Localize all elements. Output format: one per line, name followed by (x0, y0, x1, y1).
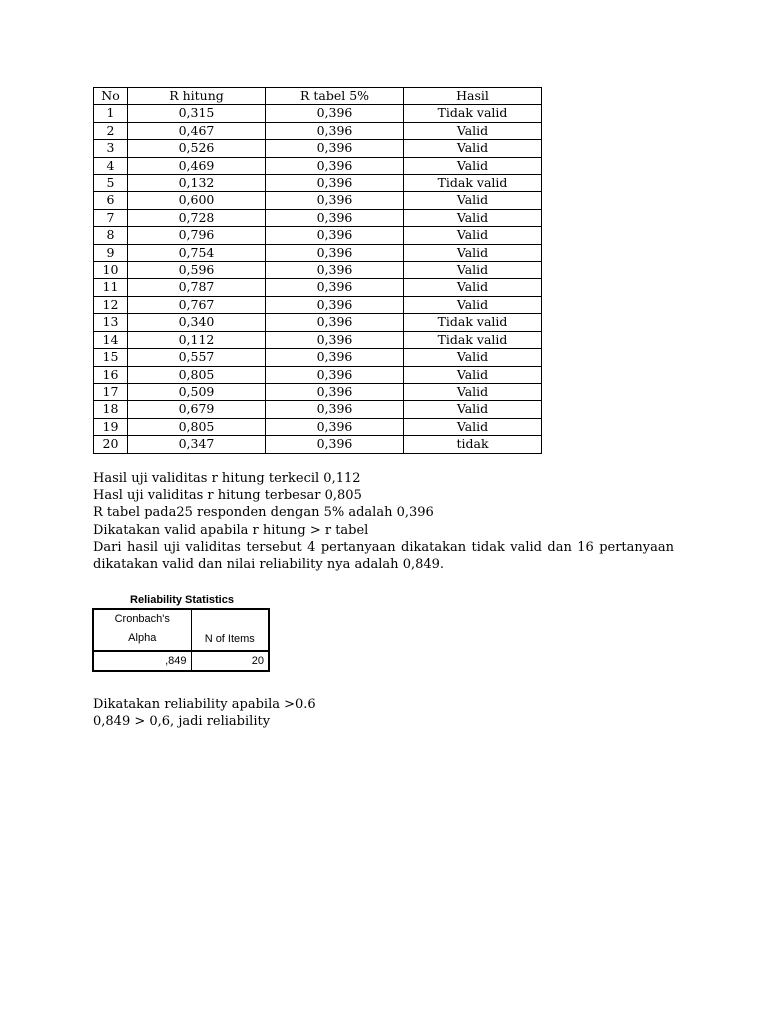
analysis-line-rtabel: R tabel pada25 responden dengan 5% adalah 0,396 (93, 505, 434, 521)
cell-no: 11 (94, 279, 128, 296)
cell-hasil: Valid (404, 279, 542, 296)
cell-r-tabel: 0,396 (266, 262, 404, 279)
table-row (94, 105, 542, 122)
cell-r-hitung: 0,679 (128, 401, 266, 418)
table-row (94, 314, 542, 331)
cell-hasil: Tidak valid (404, 105, 542, 122)
cell-no: 1 (94, 105, 128, 122)
cell-r-tabel: 0,396 (266, 296, 404, 313)
cell-hasil: Valid (404, 418, 542, 435)
table-row (94, 244, 542, 261)
table-row (94, 157, 542, 174)
cell-hasil: Valid (404, 262, 542, 279)
cell-hasil: Valid (404, 244, 542, 261)
cell-r-hitung: 0,596 (128, 262, 266, 279)
table-row (94, 175, 542, 192)
cell-r-tabel: 0,396 (266, 279, 404, 296)
header-hasil: Hasil (404, 88, 542, 105)
cell-hasil: Tidak valid (404, 331, 542, 348)
cell-hasil: Valid (404, 366, 542, 383)
cell-r-tabel: 0,396 (266, 175, 404, 192)
validity-table (93, 87, 542, 454)
table-row (94, 383, 542, 400)
cell-no: 17 (94, 383, 128, 400)
cell-no: 4 (94, 157, 128, 174)
cell-r-tabel: 0,396 (266, 331, 404, 348)
cell-hasil: Valid (404, 192, 542, 209)
cell-no: 12 (94, 296, 128, 313)
cell-r-hitung: 0,754 (128, 244, 266, 261)
cell-no: 18 (94, 401, 128, 418)
cell-hasil: Tidak valid (404, 175, 542, 192)
cell-r-tabel: 0,396 (266, 436, 404, 453)
cell-hasil: Valid (404, 227, 542, 244)
cell-r-tabel: 0,396 (266, 314, 404, 331)
cell-r-tabel: 0,396 (266, 366, 404, 383)
cell-no: 15 (94, 349, 128, 366)
header-cronbach-alpha (93, 609, 191, 651)
reliability-header-row (93, 609, 269, 651)
cell-r-hitung: 0,315 (128, 105, 266, 122)
header-cronbach-line2: Alpha (128, 632, 157, 644)
cell-no: 20 (94, 436, 128, 453)
cell-no: 16 (94, 366, 128, 383)
table-row (94, 279, 542, 296)
cell-r-hitung: 0,787 (128, 279, 266, 296)
cell-r-tabel: 0,396 (266, 418, 404, 435)
cell-no: 3 (94, 140, 128, 157)
n-items-value: 20 (191, 651, 269, 671)
cell-r-tabel: 0,396 (266, 209, 404, 226)
cell-no: 5 (94, 175, 128, 192)
table-row (94, 192, 542, 209)
table-row (94, 262, 542, 279)
header-r-hitung: R hitung (128, 88, 266, 105)
cell-no: 9 (94, 244, 128, 261)
cell-r-tabel: 0,396 (266, 105, 404, 122)
cell-r-hitung: 0,526 (128, 140, 266, 157)
table-row (94, 418, 542, 435)
table-row (94, 227, 542, 244)
reliability-value-row (93, 651, 269, 671)
cell-r-hitung: 0,600 (128, 192, 266, 209)
header-cronbach-line1: Cronbach's (114, 613, 170, 625)
table-header-row (94, 88, 542, 105)
cell-hasil: Valid (404, 157, 542, 174)
cell-hasil: Valid (404, 209, 542, 226)
cell-hasil: Valid (404, 296, 542, 313)
analysis-line-criteria: Dikatakan valid apabila r hitung > r tabel (93, 522, 369, 538)
cell-r-hitung: 0,509 (128, 383, 266, 400)
analysis-paragraph: Dari hasil uji validitas tersebut 4 pertanyaan dikatakan tidak valid dan 16 pertanyaan dikatakan valid dan nilai reliability nya adalah 0,849. (93, 539, 674, 573)
cell-no: 2 (94, 122, 128, 139)
header-no: No (94, 88, 128, 105)
header-r-tabel: R tabel 5% (266, 88, 404, 105)
cell-r-tabel: 0,396 (266, 140, 404, 157)
cell-r-tabel: 0,396 (266, 227, 404, 244)
cell-r-hitung: 0,340 (128, 314, 266, 331)
cell-r-tabel: 0,396 (266, 349, 404, 366)
table-row (94, 366, 542, 383)
cell-r-hitung: 0,728 (128, 209, 266, 226)
cell-r-tabel: 0,396 (266, 192, 404, 209)
conclusion-criteria: Dikatakan reliability apabila >0.6 (93, 697, 316, 712)
table-row (94, 331, 542, 348)
cell-no: 7 (94, 209, 128, 226)
cell-r-tabel: 0,396 (266, 157, 404, 174)
cell-hasil: Valid (404, 349, 542, 366)
table-row (94, 140, 542, 157)
table-row (94, 209, 542, 226)
analysis-text (93, 470, 674, 573)
cell-r-tabel: 0,396 (266, 383, 404, 400)
alpha-value: ,849 (93, 651, 191, 671)
cell-r-hitung: 0,767 (128, 296, 266, 313)
table-row (94, 296, 542, 313)
cell-hasil: Valid (404, 401, 542, 418)
header-n-items (191, 609, 269, 651)
cell-r-hitung: 0,132 (128, 175, 266, 192)
validity-table-body (94, 105, 542, 453)
cell-no: 10 (94, 262, 128, 279)
cell-r-hitung: 0,467 (128, 122, 266, 139)
cell-r-tabel: 0,396 (266, 122, 404, 139)
header-n-items-label: N of Items (204, 633, 255, 645)
table-row (94, 349, 542, 366)
table-row (94, 401, 542, 418)
cell-r-hitung: 0,805 (128, 366, 266, 383)
cell-no: 13 (94, 314, 128, 331)
cell-r-hitung: 0,112 (128, 331, 266, 348)
reliability-statistics (92, 593, 268, 672)
cell-hasil: tidak (404, 436, 542, 453)
conclusion-text (93, 696, 316, 730)
reliability-table (92, 608, 270, 672)
cell-r-hitung: 0,469 (128, 157, 266, 174)
table-row (94, 122, 542, 139)
cell-r-tabel: 0,396 (266, 401, 404, 418)
cell-r-hitung: 0,805 (128, 418, 266, 435)
cell-hasil: Tidak valid (404, 314, 542, 331)
cell-no: 6 (94, 192, 128, 209)
cell-r-tabel: 0,396 (266, 244, 404, 261)
cell-hasil: Valid (404, 140, 542, 157)
cell-r-hitung: 0,347 (128, 436, 266, 453)
cell-no: 8 (94, 227, 128, 244)
reliability-title: Reliability Statistics (130, 594, 234, 606)
cell-no: 14 (94, 331, 128, 348)
cell-no: 19 (94, 418, 128, 435)
table-row (94, 436, 542, 453)
conclusion-result: 0,849 > 0,6, jadi reliability (93, 714, 271, 730)
cell-hasil: Valid (404, 122, 542, 139)
cell-r-hitung: 0,796 (128, 227, 266, 244)
analysis-line-max: Hasl uji validitas r hitung terbesar 0,805 (93, 488, 362, 504)
cell-r-hitung: 0,557 (128, 349, 266, 366)
analysis-line-min: Hasil uji validitas r hitung terkecil 0,112 (93, 471, 361, 486)
cell-hasil: Valid (404, 383, 542, 400)
